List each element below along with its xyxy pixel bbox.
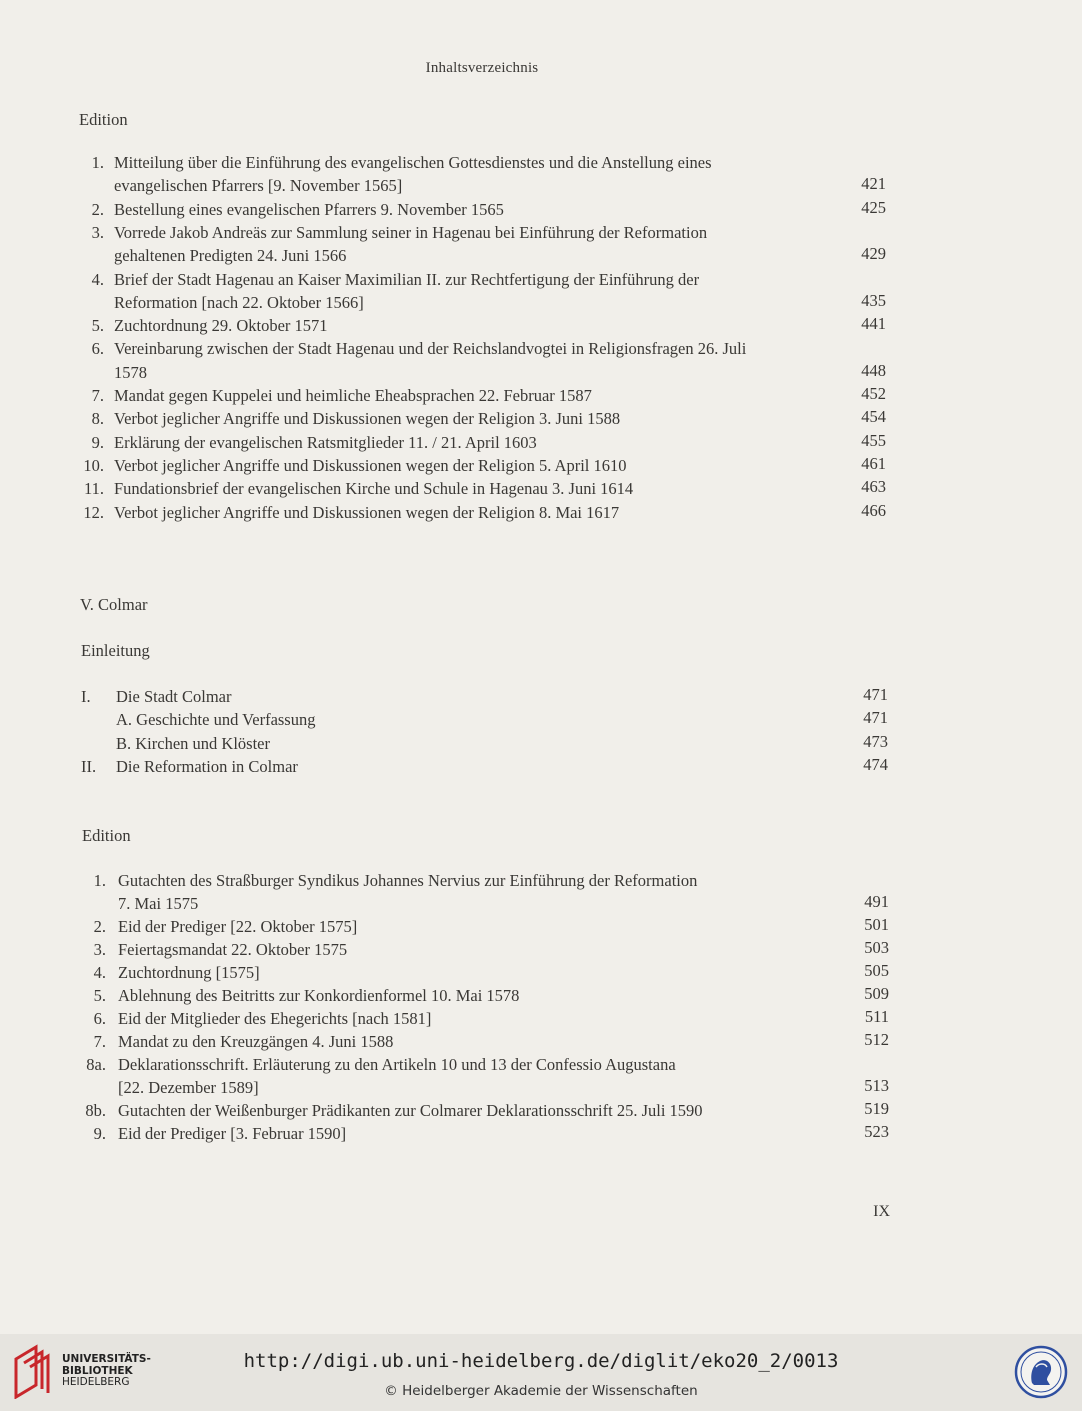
toc-entry-number: 5. bbox=[93, 986, 106, 1005]
toc-entry-number: 3. bbox=[93, 940, 106, 959]
toc-page-number[interactable]: 519 bbox=[864, 1099, 889, 1118]
toc-entry-title[interactable]: Eid der Prediger [22. Oktober 1575] bbox=[118, 917, 358, 936]
toc-entry-number: 9. bbox=[93, 1124, 106, 1143]
toc-entry-title[interactable]: Zuchtordnung 29. Oktober 1571 bbox=[114, 316, 328, 336]
toc-entry-title[interactable]: Eid der Prediger [3. Februar 1590] bbox=[118, 1124, 347, 1143]
section-heading-edition-2: Edition bbox=[82, 826, 131, 845]
toc-entry-number: 2. bbox=[91, 199, 104, 219]
toc-entry-title[interactable]: Fundationsbrief der evangelischen Kirche und Schule in Hagenau 3. Juni 1614 bbox=[114, 479, 634, 499]
toc-entry-title[interactable]: B. Kirchen und Klöster bbox=[116, 733, 270, 753]
toc-entry-number: 12. bbox=[83, 502, 104, 522]
toc-page-number[interactable]: 455 bbox=[861, 430, 886, 450]
toc-page-number[interactable]: 463 bbox=[861, 477, 886, 497]
toc-entry-title[interactable]: Verbot jeglicher Angriffe und Diskussionen wegen der Religion 5. April 1610 bbox=[114, 455, 627, 475]
toc-entry-title[interactable]: Die Stadt Colmar bbox=[116, 687, 232, 706]
toc-entry-title[interactable]: Die Reformation in Colmar bbox=[116, 756, 298, 776]
toc-entry-number: 6. bbox=[93, 1009, 106, 1028]
toc-page-number[interactable]: 513 bbox=[864, 1076, 889, 1095]
library-name-line3: HEIDELBERG bbox=[62, 1376, 130, 1388]
toc-entry-number: 9. bbox=[91, 432, 104, 452]
toc-page-number[interactable]: 474 bbox=[863, 754, 888, 774]
toc-entry-number: 2. bbox=[93, 917, 106, 936]
toc-entry-number: 5. bbox=[91, 316, 104, 336]
running-header: Inhaltsverzeichnis bbox=[425, 60, 539, 76]
toc-entry-title[interactable]: Gutachten der Weißenburger Prädikanten zur Colmarer Deklarationsschrift 25. Juli 1590 bbox=[118, 1101, 703, 1120]
toc-entry-number: I. bbox=[81, 687, 91, 706]
toc-entry-number: 1. bbox=[91, 153, 104, 172]
toc-page-number[interactable]: 448 bbox=[861, 360, 886, 380]
toc-entry-title[interactable]: [22. Dezember 1589] bbox=[118, 1078, 259, 1097]
toc-page-number[interactable]: 425 bbox=[861, 197, 886, 217]
toc-entry-title[interactable]: Ablehnung des Beitritts zur Konkordienformel 10. Mai 1578 bbox=[118, 986, 520, 1005]
toc-page-number[interactable]: 452 bbox=[861, 384, 886, 403]
toc-page-number[interactable]: 503 bbox=[864, 938, 889, 957]
toc-entry-title[interactable]: Zuchtordnung [1575] bbox=[118, 963, 260, 982]
section-heading-colmar: V. Colmar bbox=[80, 595, 148, 614]
toc-entry-title[interactable]: Mandat zu den Kreuzgängen 4. Juni 1588 bbox=[118, 1032, 394, 1051]
toc-entry-number: 6. bbox=[91, 339, 104, 359]
toc-entry-number: 3. bbox=[91, 222, 104, 242]
toc-entry-title[interactable]: Mitteilung über die Einführung des evangelischen Gottesdienstes und die Anstellung eines bbox=[114, 153, 712, 172]
toc-entry-number: 7. bbox=[93, 1032, 106, 1051]
toc-entry-number: II. bbox=[81, 756, 97, 776]
toc-page-number[interactable]: 509 bbox=[864, 984, 889, 1003]
toc-page-number[interactable]: 501 bbox=[864, 915, 889, 934]
section-heading-einleitung: Einleitung bbox=[81, 641, 150, 660]
toc-page-number[interactable]: 471 bbox=[863, 685, 888, 704]
copyright-notice: © Heidelberger Akademie der Wissenschaften bbox=[384, 1383, 698, 1399]
toc-entry-title[interactable]: 1578 bbox=[114, 362, 147, 382]
toc-entry-title[interactable]: Feiertagsmandat 22. Oktober 1575 bbox=[118, 940, 348, 959]
library-name-line2: BIBLIOTHEK bbox=[62, 1364, 133, 1377]
permalink-url[interactable]: http://digi.ub.uni-heidelberg.de/diglit/eko20_2/0013 bbox=[243, 1350, 839, 1372]
toc-entry-title[interactable]: Mandat gegen Kuppelei und heimliche Eheabsprachen 22. Februar 1587 bbox=[114, 386, 592, 405]
toc-page-number[interactable]: 454 bbox=[861, 407, 886, 427]
toc-page-number[interactable]: 471 bbox=[863, 708, 888, 728]
toc-entry-title[interactable]: Bestellung eines evangelischen Pfarrers 9. November 1565 bbox=[114, 199, 504, 219]
toc-page-number[interactable]: 466 bbox=[861, 500, 886, 520]
toc-entry-title[interactable]: Erklärung der evangelischen Ratsmitglieder 11. / 21. April 1603 bbox=[114, 432, 537, 452]
toc-page-number[interactable]: 511 bbox=[864, 1007, 889, 1026]
toc-entry-title[interactable]: A. Geschichte und Verfassung bbox=[116, 710, 316, 730]
toc-entry-title[interactable]: evangelischen Pfarrers [9. November 1565] bbox=[114, 176, 403, 196]
toc-entry-title[interactable]: gehaltenen Predigten 24. Juni 1566 bbox=[114, 246, 347, 266]
toc-entry-title[interactable]: Brief der Stadt Hagenau an Kaiser Maximilian II. zur Rechtfertigung der Einführung der bbox=[114, 269, 700, 289]
toc-page-number[interactable]: 421 bbox=[861, 174, 886, 194]
academy-seal-icon[interactable] bbox=[1014, 1345, 1068, 1399]
toc-entry-number: 8b. bbox=[85, 1101, 106, 1120]
toc-page-number[interactable]: 512 bbox=[864, 1030, 889, 1049]
toc-entry-number: 4. bbox=[93, 963, 106, 982]
toc-entry-number: 1. bbox=[93, 871, 106, 890]
toc-page-number[interactable]: 461 bbox=[861, 453, 886, 473]
toc-entry-title[interactable]: Vorrede Jakob Andreäs zur Sammlung seiner in Hagenau bei Einführung der Reformation bbox=[114, 222, 708, 242]
toc-page-number[interactable]: 491 bbox=[864, 892, 889, 911]
section-heading-edition-1: Edition bbox=[79, 110, 128, 129]
toc-page-number[interactable]: 473 bbox=[863, 731, 888, 751]
library-name-line1: UNIVERSITÄTS- bbox=[62, 1353, 151, 1365]
toc-entry-title[interactable]: Verbot jeglicher Angriffe und Diskussionen wegen der Religion 3. Juni 1588 bbox=[114, 409, 621, 429]
toc-page-number[interactable]: 505 bbox=[864, 961, 889, 980]
toc-entry-number: 8. bbox=[91, 409, 104, 429]
toc-entry-number: 4. bbox=[91, 269, 104, 289]
page-folio: IX bbox=[873, 1203, 890, 1220]
toc-entry-number: 7. bbox=[91, 386, 104, 405]
toc-entry-number: 10. bbox=[83, 455, 104, 475]
toc-page-number[interactable]: 441 bbox=[861, 314, 886, 334]
toc-page-number[interactable]: 523 bbox=[864, 1122, 889, 1141]
toc-entry-title[interactable]: Deklarationsschrift. Erläuterung zu den Artikeln 10 und 13 der Confessio Augustana bbox=[118, 1055, 676, 1074]
toc-entry-title[interactable]: Gutachten des Straßburger Syndikus Johannes Nervius zur Einführung der Reformation bbox=[118, 871, 698, 890]
toc-entry-title[interactable]: 7. Mai 1575 bbox=[118, 894, 199, 913]
footer-bar bbox=[0, 1334, 1082, 1411]
toc-entry-title[interactable]: Verbot jeglicher Angriffe und Diskussionen wegen der Religion 8. Mai 1617 bbox=[114, 502, 620, 522]
toc-entry-number: 11. bbox=[83, 479, 104, 499]
toc-entry-title[interactable]: Eid der Mitglieder des Ehegerichts [nach 1581] bbox=[118, 1009, 432, 1028]
toc-page-number[interactable]: 429 bbox=[861, 244, 886, 264]
toc-page-number[interactable]: 435 bbox=[861, 290, 886, 310]
toc-entry-number: 8a. bbox=[86, 1055, 106, 1074]
toc-entry-title[interactable]: Vereinbarung zwischen der Stadt Hagenau und der Reichslandvogtei in Religionsfragen 26. Juli bbox=[114, 339, 747, 359]
toc-entry-title[interactable]: Reformation [nach 22. Oktober 1566] bbox=[114, 292, 364, 312]
